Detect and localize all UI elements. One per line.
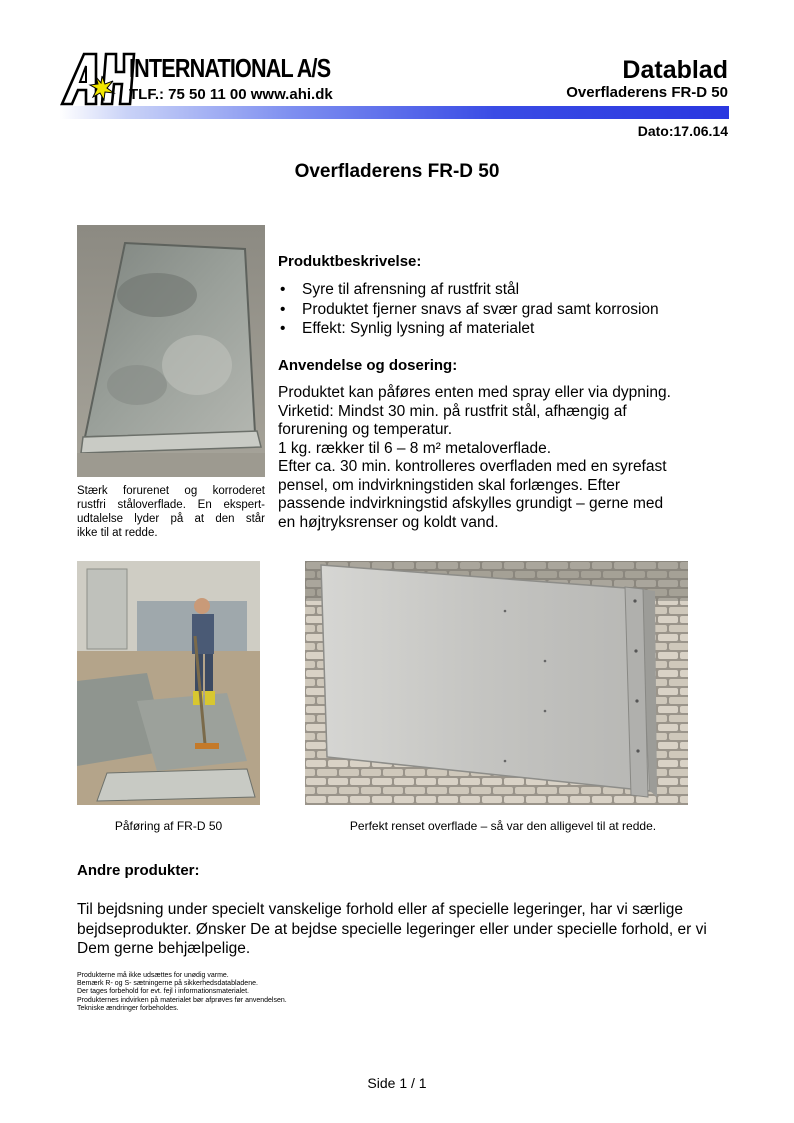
- caption-line: Stærk forurenet og korroderet: [77, 485, 265, 497]
- document-subtitle: Overfladerens FR-D 50: [566, 84, 728, 101]
- list-item: • Syre til afrensning af rustfrit stål: [278, 280, 659, 300]
- usage-line: 1 kg. rækker til 6 – 8 m² metaloverflade.: [278, 439, 552, 457]
- usage-line: Virketid: Mindst 30 min. på rustfrit stål, afhængig af: [278, 402, 627, 420]
- fine-print-line: Der tages forbehold for evt. fejl i informationsmaterialet.: [77, 988, 249, 996]
- usage-line: en højtryksrenser og koldt vand.: [278, 513, 499, 531]
- company-name: INTERNATIONAL A/S: [129, 53, 331, 83]
- usage-line: forurening og temperatur.: [278, 421, 453, 438]
- usage-line: Efter ca. 30 min. kontrolleres overfladen med en syrefast: [278, 458, 667, 475]
- other-products-text: [77, 900, 737, 959]
- fine-print: [77, 972, 477, 1013]
- photo3-caption: Perfekt renset overflade – så var den alligevel til at redde.: [349, 819, 657, 833]
- list-item: • Produktet fjerner snavs af svær grad samt korrosion: [278, 300, 659, 320]
- page-title: Overfladerens FR-D 50: [294, 161, 500, 182]
- header-gradient-bar: [60, 106, 729, 119]
- product-heading: Produktbeskrivelse:: [278, 253, 422, 270]
- application-photo: [77, 561, 260, 805]
- other-line: bejdseprodukter. Ønsker De at bejdse specielle legeringer eller under specielle forhold, er vi: [77, 920, 707, 938]
- caption-line: udtalelse lyder på at den står: [77, 513, 265, 525]
- ah-logo-icon: [60, 52, 140, 106]
- document-type: Datablad: [622, 56, 728, 84]
- company-contact: TLF.: 75 50 11 00 www.ahi.dk: [129, 86, 333, 103]
- document-date: Dato:17.06.14: [637, 123, 728, 139]
- product-bullet-list: [278, 280, 659, 339]
- caption-line: rustfri ståloverflade. En ekspert-: [77, 499, 265, 511]
- fine-print-line: Produkternes indvirken på materialet bør afprøves før anvendelsen.: [77, 996, 287, 1004]
- usage-text: [278, 384, 718, 532]
- usage-heading: Anvendelse og dosering:: [278, 357, 458, 374]
- usage-line: passende indvirkningstid afskylles grundigt – gerne med: [278, 495, 664, 512]
- fine-print-line: Tekniske ændringer forbeholdes.: [77, 1004, 179, 1012]
- fine-print-line: Produkterne må ikke udsættes for unødig varme.: [77, 972, 229, 979]
- photo1-caption: [77, 484, 265, 540]
- other-products-heading: Andre produkter:: [77, 862, 200, 879]
- cleaned-surface-photo: [305, 561, 688, 805]
- page-number: Side 1 / 1: [367, 1075, 427, 1091]
- list-item: • Effekt: Synlig lysning af materialet: [278, 319, 659, 339]
- usage-line: pensel, om indvirkningstiden skal forlænges. Efter: [278, 476, 621, 494]
- other-line: Dem gerne behjælpelige.: [77, 940, 251, 957]
- caption-line: ikke til at redde.: [77, 527, 158, 539]
- usage-line: Produktet kan påføres enten med spray eller via dypning.: [278, 384, 671, 401]
- corroded-plate-photo: [77, 225, 265, 477]
- fine-print-line: Bemærk R- og S- sætningerne på sikkerhedsdatabladene.: [77, 980, 258, 988]
- photo2-caption: Påføring af FR-D 50: [114, 819, 223, 833]
- other-line: Til bejdsning under specielt vanskelige forhold eller af specielle legeringer, har vi særlige: [77, 901, 683, 918]
